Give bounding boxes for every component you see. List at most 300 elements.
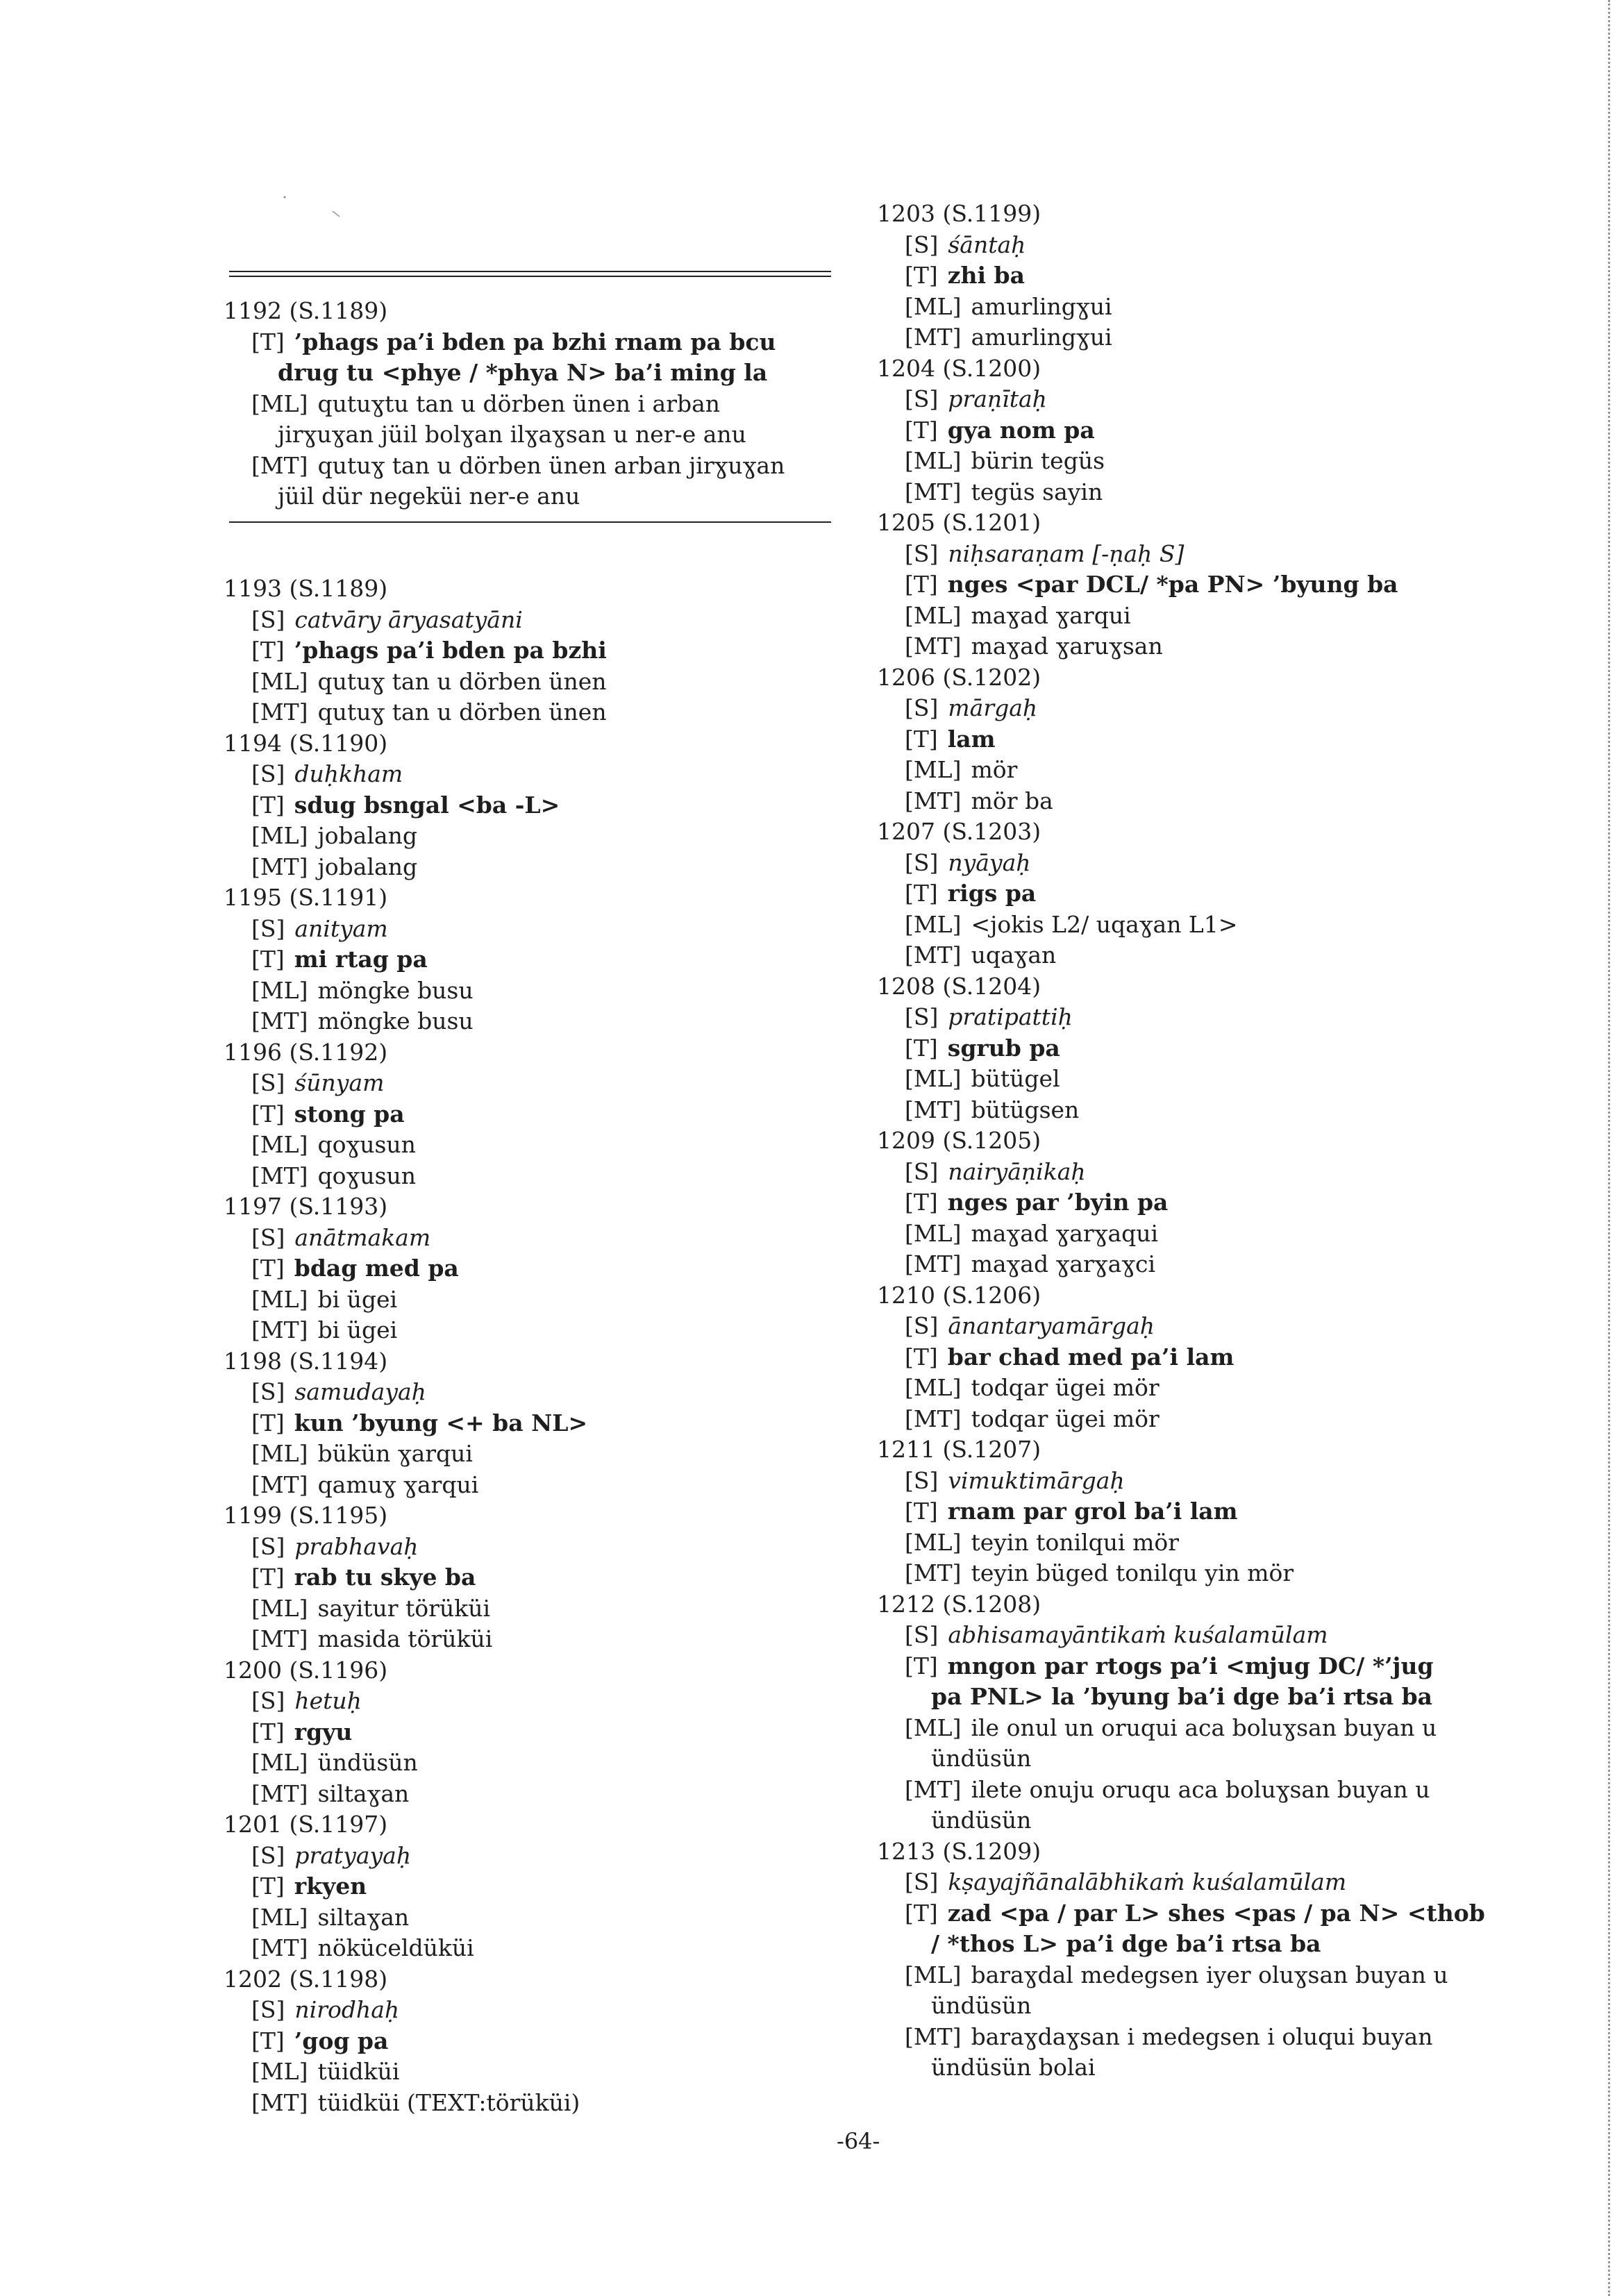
language-label: [ML] <box>905 1219 962 1247</box>
glossary-entry <box>877 1125 1502 1280</box>
entry-text: qamuɣ ɣarqui <box>317 1470 479 1498</box>
entry-line <box>877 1558 1502 1589</box>
entry-line <box>224 1068 835 1099</box>
entry-line <box>224 1748 835 1779</box>
entry-line <box>224 1717 835 1748</box>
language-label: [T] <box>251 946 285 973</box>
entry-continuation-line <box>877 1682 1502 1713</box>
entry-text: sdug bsngal <ba -L> <box>294 791 560 819</box>
glossary-entry <box>877 1280 1502 1435</box>
glossary-entry <box>224 1964 835 2119</box>
entry-text: nairyāṇikaḥ <box>948 1157 1086 1185</box>
top-double-rule-upper <box>229 271 831 272</box>
entry-line <box>224 852 835 883</box>
entry-line <box>877 693 1502 724</box>
entry-text: rnam par grol ba’i lam <box>947 1498 1238 1525</box>
entry-text: abhisamayāntikaṁ kuśalamūlam <box>948 1621 1328 1648</box>
entry-text: ānantaryamārgaḥ <box>948 1312 1155 1339</box>
entry-line <box>877 1249 1502 1280</box>
language-label: [S] <box>905 1621 939 1648</box>
language-label: [ML] <box>251 1903 308 1931</box>
entry-text: pa PNL> la ’byung ba’i dge ba’i rtsa ba <box>931 1683 1433 1710</box>
language-label: [ML] <box>905 447 962 474</box>
glossary-entry <box>224 296 835 512</box>
language-label: [ML] <box>251 667 308 695</box>
entry-text: śūnyam <box>294 1069 385 1096</box>
entry-text: masida törüküi <box>317 1625 493 1652</box>
entry-line <box>224 2056 835 2088</box>
entry-text: prabhavaḥ <box>294 1532 419 1560</box>
language-label: [MT] <box>905 1250 962 1277</box>
entry-text: <jokis L2/ uqaɣan L1> <box>971 910 1238 938</box>
entry-line <box>224 975 835 1007</box>
entry-text: baraɣdal medegsen iyer oluɣsan buyan u <box>971 1961 1448 1988</box>
entry-text: uqaɣan <box>971 941 1057 969</box>
entry-line <box>877 1095 1502 1126</box>
entry-line <box>224 605 835 636</box>
entry-line <box>877 1496 1502 1527</box>
entry-line <box>877 384 1502 415</box>
entry-line <box>224 635 835 667</box>
entry-line <box>224 1624 835 1655</box>
entry-line <box>877 910 1502 941</box>
entry-text: śāntaḥ <box>948 231 1026 258</box>
language-label: [T] <box>251 1564 285 1591</box>
page-number: -64- <box>837 2128 880 2154</box>
entry-continuation-line <box>877 1805 1502 1836</box>
entry-heading: 1202 (S.1198) <box>224 1965 388 1993</box>
entry-line <box>877 477 1502 508</box>
entry-line <box>877 786 1502 817</box>
entry-text: bütügsen <box>971 1096 1080 1123</box>
entry-text: ündüsün <box>931 1992 1032 2019</box>
entry-text: teyin tonilqui mör <box>971 1528 1180 1556</box>
entry-line <box>224 1099 835 1130</box>
entry-line <box>877 1064 1502 1095</box>
entry-text: siltaɣan <box>317 1903 410 1931</box>
entry-line <box>224 1841 835 1872</box>
language-label: [MT] <box>905 1559 962 1586</box>
language-label: [MT] <box>251 1934 308 1961</box>
entry-text: anātmakam <box>294 1223 431 1251</box>
entry-text: niḥsaraṇam [-ṇaḥ S] <box>948 539 1184 567</box>
entry-heading: 1196 (S.1192) <box>224 1038 388 1066</box>
language-label: [S] <box>251 1378 285 1405</box>
entry-heading: 1195 (S.1191) <box>224 884 388 911</box>
language-label: [ML] <box>251 389 308 417</box>
entry-heading: 1198 (S.1194) <box>224 1347 388 1375</box>
entry-text: qutuɣtu tan u dörben ünen i arban <box>317 389 721 417</box>
language-label: [S] <box>251 1687 285 1714</box>
entry-line <box>877 260 1502 292</box>
entry-line <box>224 1902 835 1934</box>
entry-heading: 1210 (S.1206) <box>877 1281 1041 1309</box>
language-label: [T] <box>905 725 938 753</box>
entry-line <box>877 322 1502 353</box>
language-label: [S] <box>251 1996 285 2023</box>
entry-text: amurlingɣui <box>971 324 1112 351</box>
entry-text: bi ügei <box>317 1285 398 1313</box>
entry-line <box>224 1161 835 1192</box>
entry-line <box>224 790 835 821</box>
language-label: [S] <box>905 1003 939 1030</box>
entry-line <box>877 1713 1502 1744</box>
entry-text: sgrub pa <box>947 1034 1060 1062</box>
language-label: [S] <box>905 385 939 412</box>
entry-text: / *thos L> pa’i dge ba’i rtsa ba <box>931 1930 1321 1957</box>
language-label: [MT] <box>251 1162 308 1189</box>
glossary-entry <box>224 1500 835 1655</box>
entry-text: drug tu <phye / *phya N> ba’i ming la <box>278 359 768 386</box>
entry-line <box>877 1187 1502 1218</box>
language-label: [T] <box>251 2027 285 2054</box>
language-label: [S] <box>905 1157 939 1185</box>
entry-text: mör <box>971 756 1018 783</box>
language-label: [ML] <box>251 1594 308 1622</box>
entry-text: nges <par DCL/ *pa PN> ’byung ba <box>947 571 1398 598</box>
language-label: [MT] <box>251 853 308 880</box>
entry-line <box>224 1470 835 1501</box>
entry-line <box>877 1033 1502 1064</box>
language-label: [ML] <box>905 1961 962 1988</box>
entry-text: rkyen <box>294 1872 367 1900</box>
entry-text: nirodhaḥ <box>294 1996 400 2023</box>
entry-line <box>224 1408 835 1439</box>
entry-text: maɣad ɣarɣaɣci <box>971 1250 1156 1277</box>
entry-line <box>224 697 835 728</box>
entry-text: zad <pa / par L> shes <pas / pa N> <thob <box>947 1899 1485 1927</box>
language-label: [S] <box>905 231 939 258</box>
entry-line <box>224 821 835 852</box>
language-label: [MT] <box>251 451 308 479</box>
separator-rule <box>229 521 831 523</box>
entry-heading: 1207 (S.1203) <box>877 818 1041 845</box>
glossary-entry <box>877 662 1502 817</box>
entry-line <box>877 1898 1502 1929</box>
language-label: [S] <box>251 914 285 942</box>
entry-text: ündüsün bolai <box>931 2054 1096 2081</box>
entry-line <box>877 724 1502 755</box>
entry-text: nyāyaḥ <box>948 848 1031 876</box>
entry-line <box>877 1404 1502 1435</box>
language-label: [S] <box>905 1312 939 1339</box>
entry-line <box>877 1651 1502 1682</box>
entry-line <box>877 1218 1502 1250</box>
left-column <box>224 573 835 2118</box>
entry-text: vimuktimārgaḥ <box>948 1466 1125 1494</box>
entry-text: möngke busu <box>317 1007 474 1034</box>
language-label: [MT] <box>905 787 962 814</box>
entry-text: kṣayajñānalābhikaṁ kuśalamūlam <box>948 1868 1347 1895</box>
entry-heading: 1199 (S.1195) <box>224 1502 388 1529</box>
right-column <box>877 199 1502 2084</box>
glossary-entry <box>224 573 835 728</box>
entry-line <box>224 1223 835 1254</box>
language-label: [S] <box>905 848 939 876</box>
entry-text: kun ’byung <+ ba NL> <box>294 1409 588 1436</box>
language-label: [S] <box>905 694 939 721</box>
entry-heading: 1209 (S.1205) <box>877 1127 1041 1154</box>
entry-line <box>877 2022 1502 2053</box>
entry-line <box>224 2088 835 2119</box>
entry-line <box>877 878 1502 910</box>
entry-line <box>224 667 835 698</box>
entry-line <box>224 1686 835 1717</box>
entry-heading: 1197 (S.1193) <box>224 1193 388 1220</box>
entry-text: nöküceldüküi <box>317 1934 474 1961</box>
language-label: [T] <box>251 1409 285 1436</box>
entry-heading: 1213 (S.1209) <box>877 1837 1041 1865</box>
language-label: [ML] <box>251 1131 308 1158</box>
language-label: [T] <box>905 571 938 598</box>
entry-text: praṇītaḥ <box>948 385 1047 412</box>
entry-text: pratyayaḥ <box>294 1841 412 1869</box>
entry-text: qutuɣ tan u dörben ünen arban jirɣuɣan <box>317 451 785 479</box>
entry-text: ündüsün <box>317 1749 418 1776</box>
entry-text: qoɣusun <box>317 1162 417 1189</box>
glossary-entry <box>224 882 835 1037</box>
entry-heading: 1204 (S.1200) <box>877 354 1041 382</box>
language-label: [ML] <box>905 601 962 629</box>
language-label: [MT] <box>251 1625 308 1652</box>
entry-text: todqar ügei mör <box>971 1374 1160 1401</box>
entry-heading: 1194 (S.1190) <box>224 729 388 757</box>
entry-line <box>224 1779 835 1810</box>
scan-specks <box>281 192 351 233</box>
entry-text: bdag med pa <box>294 1255 459 1282</box>
entry-line <box>224 1593 835 1625</box>
entry-text: tüidküi <box>317 2058 400 2085</box>
entry-line <box>877 1157 1502 1188</box>
entry-text: ündüsün <box>931 1745 1032 1772</box>
entry-line <box>224 1377 835 1408</box>
glossary-entry <box>877 1589 1502 1836</box>
entry-text: todqar ügei mör <box>971 1405 1160 1432</box>
language-label: [ML] <box>251 2058 308 2085</box>
entry-line <box>224 1871 835 1902</box>
entry-continuation-line <box>877 2052 1502 2084</box>
language-label: [ML] <box>251 1285 308 1313</box>
entry-text: lam <box>947 725 996 753</box>
language-label: [T] <box>251 1100 285 1128</box>
language-label: [ML] <box>905 910 962 938</box>
entry-line <box>224 389 835 420</box>
language-label: [ML] <box>905 292 962 320</box>
entry-line <box>877 1466 1502 1497</box>
entry-line <box>224 1439 835 1470</box>
entry-continuation-line <box>877 1743 1502 1775</box>
entry-text: maɣad ɣarɣaqui <box>971 1219 1159 1247</box>
glossary-entry <box>877 508 1502 662</box>
entry-line <box>877 230 1502 261</box>
entry-line <box>877 539 1502 570</box>
entry-line <box>877 1342 1502 1373</box>
language-label: [T] <box>905 416 938 444</box>
entry-text: stong pa <box>294 1100 405 1128</box>
entry-text: sayitur törüküi <box>317 1594 491 1622</box>
language-label: [T] <box>251 328 285 355</box>
language-label: [T] <box>251 1718 285 1745</box>
entry-line <box>224 1130 835 1161</box>
language-label: [MT] <box>251 2088 308 2116</box>
entry-line <box>877 631 1502 662</box>
language-label: [ML] <box>905 1374 962 1401</box>
entry-line <box>877 601 1502 632</box>
entry-continuation-line <box>224 481 835 512</box>
entry-line <box>224 1933 835 1964</box>
entry-continuation-line <box>877 1991 1502 2022</box>
language-label: [MT] <box>251 698 308 726</box>
entry-line <box>224 914 835 945</box>
entry-line <box>224 2026 835 2057</box>
language-label: [ML] <box>251 1440 308 1467</box>
language-label: [T] <box>905 262 938 289</box>
language-label: [MT] <box>905 941 962 969</box>
entry-line <box>877 1527 1502 1559</box>
language-label: [T] <box>905 1498 938 1525</box>
language-label: [T] <box>905 1652 938 1679</box>
language-label: [ML] <box>251 822 308 849</box>
entry-text: rab tu skye ba <box>294 1564 476 1591</box>
entry-line <box>224 944 835 975</box>
entry-heading: 1212 (S.1208) <box>877 1590 1041 1618</box>
language-label: [ML] <box>905 1528 962 1556</box>
entry-heading: 1193 (S.1189) <box>224 575 388 602</box>
entry-text: mārgaḥ <box>948 694 1038 721</box>
glossary-entry <box>877 353 1502 508</box>
glossary-entry <box>224 1655 835 1810</box>
entry-text: teyin büged tonilqu yin mör <box>971 1559 1294 1586</box>
entry-line <box>877 446 1502 477</box>
entry-continuation-line <box>224 419 835 451</box>
language-label: [S] <box>251 1223 285 1251</box>
entry-heading: 1203 (S.1199) <box>877 200 1041 227</box>
entry-text: duḥkham <box>294 760 403 787</box>
glossary-entry <box>224 1346 835 1501</box>
entry-text: bürin tegüs <box>971 447 1105 474</box>
language-label: [ML] <box>251 976 308 1004</box>
entry-text: maɣad ɣaruɣsan <box>971 632 1163 660</box>
entry-heading: 1200 (S.1196) <box>224 1656 388 1684</box>
entry-text: rgyu <box>294 1718 353 1745</box>
entry-text: ündüsün <box>931 1807 1032 1834</box>
entry-line <box>877 1002 1502 1033</box>
glossary-entry <box>224 1037 835 1192</box>
entry-line <box>224 327 835 358</box>
language-label: [T] <box>905 1899 938 1927</box>
entry-text: mör ba <box>971 787 1053 814</box>
entry-text: bi ügei <box>317 1316 398 1343</box>
scan-edge-shadow <box>1608 0 1620 2296</box>
glossary-entry <box>877 816 1502 971</box>
language-label: [S] <box>251 605 285 633</box>
entry-line <box>224 1315 835 1346</box>
entry-line <box>877 848 1502 879</box>
entry-heading: 1206 (S.1202) <box>877 663 1041 691</box>
language-label: [T] <box>905 880 938 907</box>
glossary-entry <box>224 1809 835 1964</box>
entry-text: nges par ’byin pa <box>947 1189 1169 1216</box>
left-column-top <box>224 296 835 512</box>
entry-text: ilete onuju oruqu aca boluɣsan buyan u <box>971 1775 1430 1803</box>
language-label: [S] <box>251 1532 285 1560</box>
entry-text: ’gog pa <box>294 2027 389 2054</box>
language-label: [MT] <box>251 1779 308 1807</box>
entry-text: qoɣusun <box>317 1131 416 1158</box>
entry-text: qutuɣ tan u dörben ünen <box>317 698 607 726</box>
entry-line <box>877 1373 1502 1404</box>
entry-text: siltaɣan <box>317 1779 410 1807</box>
language-label: [T] <box>905 1189 938 1216</box>
language-label: [T] <box>251 1872 285 1900</box>
entry-heading: 1192 (S.1189) <box>224 297 388 324</box>
entry-line <box>224 1284 835 1316</box>
language-label: [MT] <box>905 1096 962 1123</box>
entry-line <box>877 569 1502 601</box>
language-label: [S] <box>905 1868 939 1895</box>
entry-text: jobalang <box>317 853 418 880</box>
entry-line <box>224 759 835 790</box>
entry-heading: 1208 (S.1204) <box>877 972 1041 1000</box>
entry-text: rigs pa <box>947 880 1037 907</box>
entry-line <box>877 755 1502 786</box>
entry-text: baraɣdaɣsan i medegsen i oluqui buyan <box>971 2022 1433 2050</box>
entry-line <box>877 415 1502 446</box>
entry-text: hetuḥ <box>294 1687 362 1714</box>
language-label: [MT] <box>251 1470 308 1498</box>
entry-text: anityam <box>294 914 388 942</box>
language-label: [S] <box>251 1841 285 1869</box>
language-label: [ML] <box>905 756 962 783</box>
entry-text: ’phags pa’i bden pa bzhi rnam pa bcu <box>294 328 776 355</box>
entry-text: maɣad ɣarqui <box>971 601 1131 629</box>
entry-text: gya nom pa <box>947 416 1095 444</box>
language-label: [T] <box>251 637 285 664</box>
language-label: [ML] <box>251 1749 308 1776</box>
entry-line <box>877 1311 1502 1342</box>
entry-text: bütügel <box>971 1065 1060 1092</box>
entry-text: catvāry āryasatyāni <box>294 605 523 633</box>
language-label: [ML] <box>905 1065 962 1092</box>
entry-text: mngon par rtogs pa’i <mjug DC/ *’jug <box>947 1652 1434 1679</box>
glossary-entry <box>877 1434 1502 1589</box>
language-label: [T] <box>251 791 285 819</box>
language-label: [S] <box>251 760 285 787</box>
entry-text: möngke busu <box>317 976 474 1004</box>
entry-text: pratipattiḥ <box>948 1003 1073 1030</box>
language-label: [MT] <box>905 632 962 660</box>
entry-continuation-line <box>877 1929 1502 1960</box>
entry-text: samudayaḥ <box>294 1378 426 1405</box>
entry-line <box>877 940 1502 971</box>
entry-line <box>224 1006 835 1037</box>
language-label: [MT] <box>905 1775 962 1803</box>
entry-text: jobalang <box>317 822 417 849</box>
language-label: [S] <box>251 1069 285 1096</box>
entry-line <box>224 1253 835 1284</box>
language-label: [T] <box>905 1034 938 1062</box>
language-label: [S] <box>905 539 939 567</box>
language-label: [MT] <box>251 1007 308 1034</box>
glossary-entry <box>877 971 1502 1126</box>
language-label: [MT] <box>905 324 962 351</box>
entry-text: ’phags pa’i bden pa bzhi <box>294 637 607 664</box>
entry-line <box>877 1867 1502 1898</box>
language-label: [T] <box>251 1255 285 1282</box>
entry-text: bar chad med pa’i lam <box>947 1343 1234 1371</box>
entry-text: qutuɣ tan u dörben ünen <box>317 667 607 695</box>
entry-line <box>877 292 1502 323</box>
